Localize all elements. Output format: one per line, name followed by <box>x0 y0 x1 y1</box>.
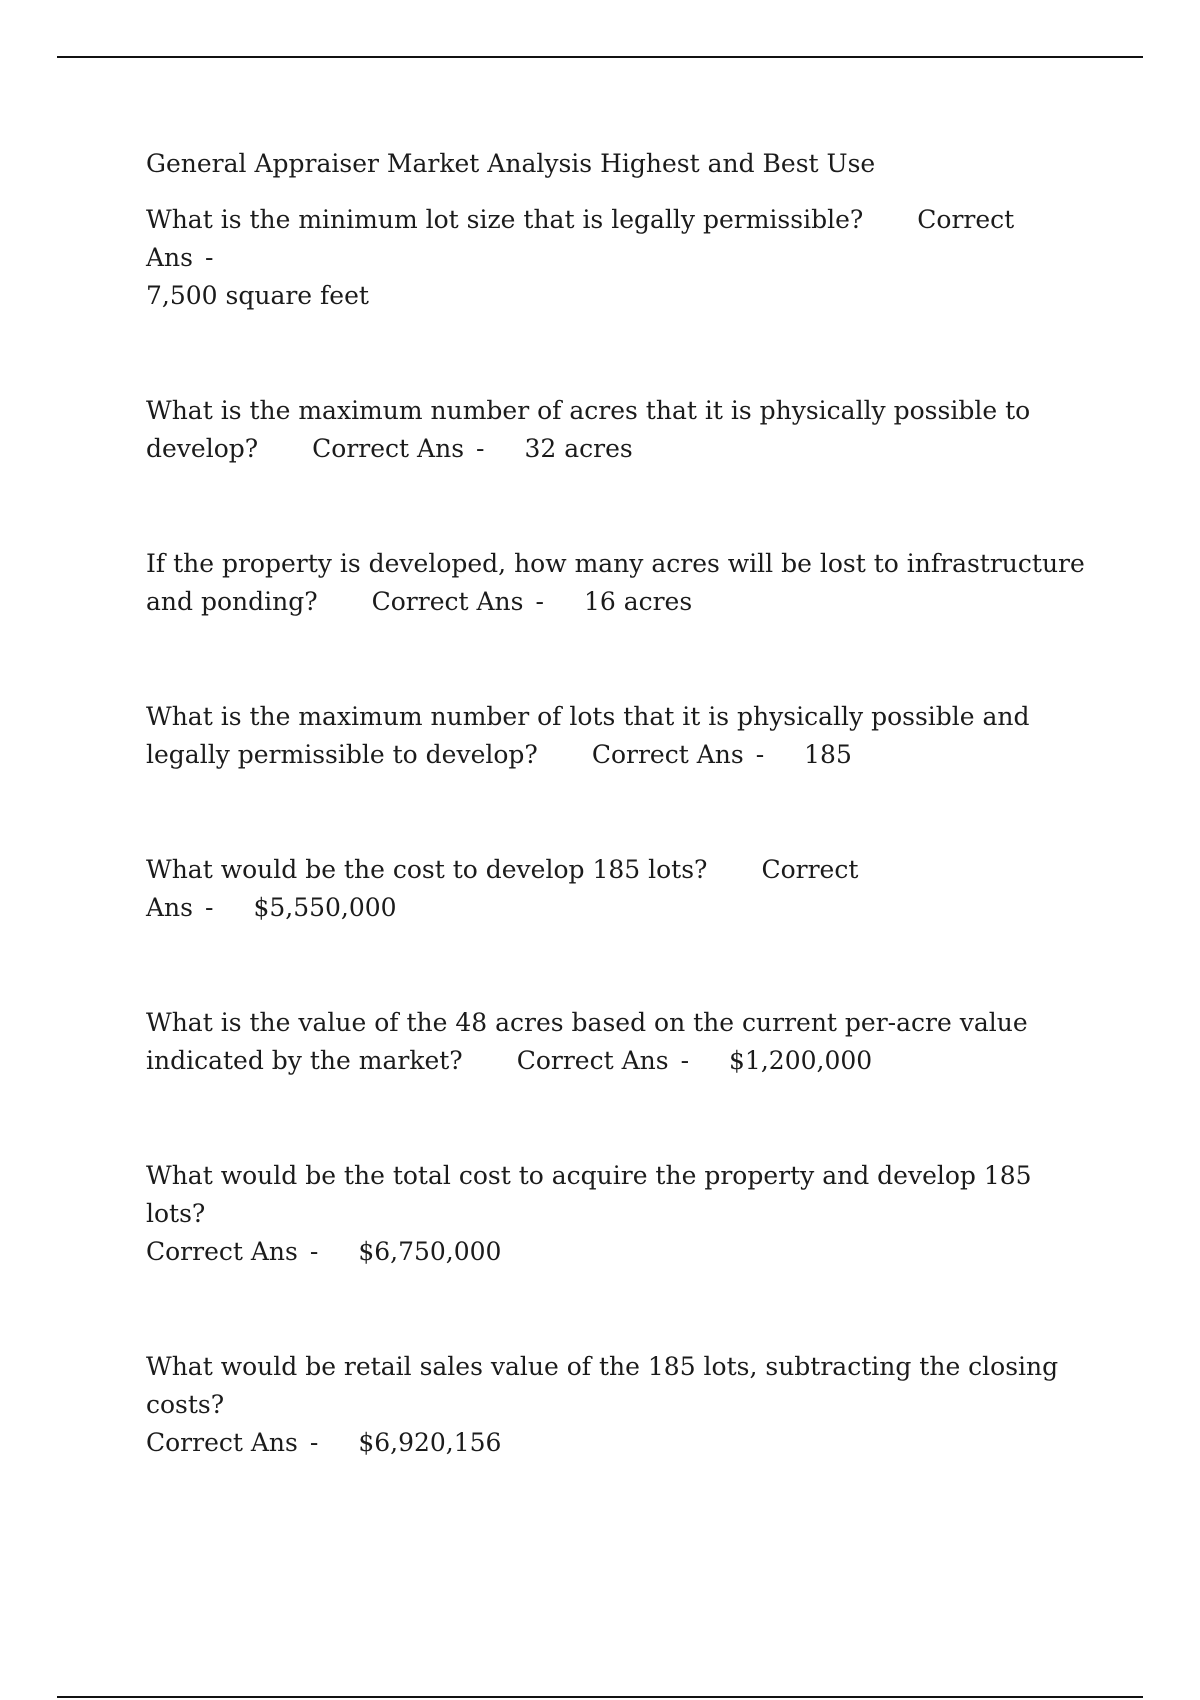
answer-text: 16 acres <box>583 587 693 616</box>
answer-text: $6,920,156 <box>358 1428 502 1457</box>
answer-dash: - <box>476 434 485 463</box>
answer-dash: - <box>755 740 765 769</box>
qa-item <box>146 201 1086 315</box>
correct-answer-label: Correct Ans <box>146 205 1015 272</box>
correct-answer-label: Correct Ans <box>146 1428 298 1457</box>
correct-answer-label: Correct Ans <box>516 1046 669 1075</box>
question-text: What would be the total cost to acquire the property and develop 185 lots? <box>146 1161 1032 1228</box>
answer-dash: - <box>205 893 214 922</box>
correct-answer-label: Correct Ans <box>146 1237 298 1266</box>
answer-text: $5,550,000 <box>253 893 397 922</box>
answer-dash: - <box>309 1237 319 1266</box>
qa-item <box>146 851 1086 927</box>
correct-answer-label: Correct Ans <box>591 740 744 769</box>
qa-item <box>146 1004 1086 1080</box>
answer-dash: - <box>205 243 214 272</box>
answer-text: 32 acres <box>524 434 633 463</box>
answer-dash: - <box>680 1046 690 1075</box>
qa-item <box>146 1348 1086 1462</box>
question-text: What would be retail sales value of the 185 lots, subtracting the closing costs? <box>146 1352 1059 1419</box>
correct-answer-label: Correct Ans <box>312 434 465 463</box>
question-text: What is the maximum number of acres that it is physically possible to develop? <box>146 396 1031 463</box>
answer-text: $1,200,000 <box>729 1046 873 1075</box>
answer-dash: - <box>309 1428 319 1457</box>
qa-item <box>146 545 1086 621</box>
correct-answer-label: Correct Ans <box>371 587 524 616</box>
document-title: General Appraiser Market Analysis Highest and Best Use <box>146 149 876 178</box>
bottom-rule <box>57 1696 1143 1698</box>
qa-item <box>146 698 1086 774</box>
question-text: What is the value of the 48 acres based on the current per-acre value indicated by the market? <box>146 1008 1028 1075</box>
top-rule <box>57 56 1143 58</box>
answer-text: 7,500 square feet <box>146 281 369 310</box>
answer-dash: - <box>535 587 544 616</box>
question-text: What is the maximum number of lots that it is physically possible and legally permissible to develop? <box>146 702 1030 769</box>
question-text: What would be the cost to develop 185 lots? <box>146 855 708 884</box>
answer-text: 185 <box>804 740 852 769</box>
document-body <box>146 145 1086 1462</box>
correct-answer-label: Correct Ans <box>146 855 859 922</box>
qa-item <box>146 392 1086 468</box>
answer-text: $6,750,000 <box>358 1237 502 1266</box>
qa-item <box>146 1157 1086 1271</box>
question-text: What is the minimum lot size that is legally permissible? <box>146 205 864 234</box>
question-text: If the property is developed, how many acres will be lost to infrastructure and ponding? <box>146 549 1085 616</box>
